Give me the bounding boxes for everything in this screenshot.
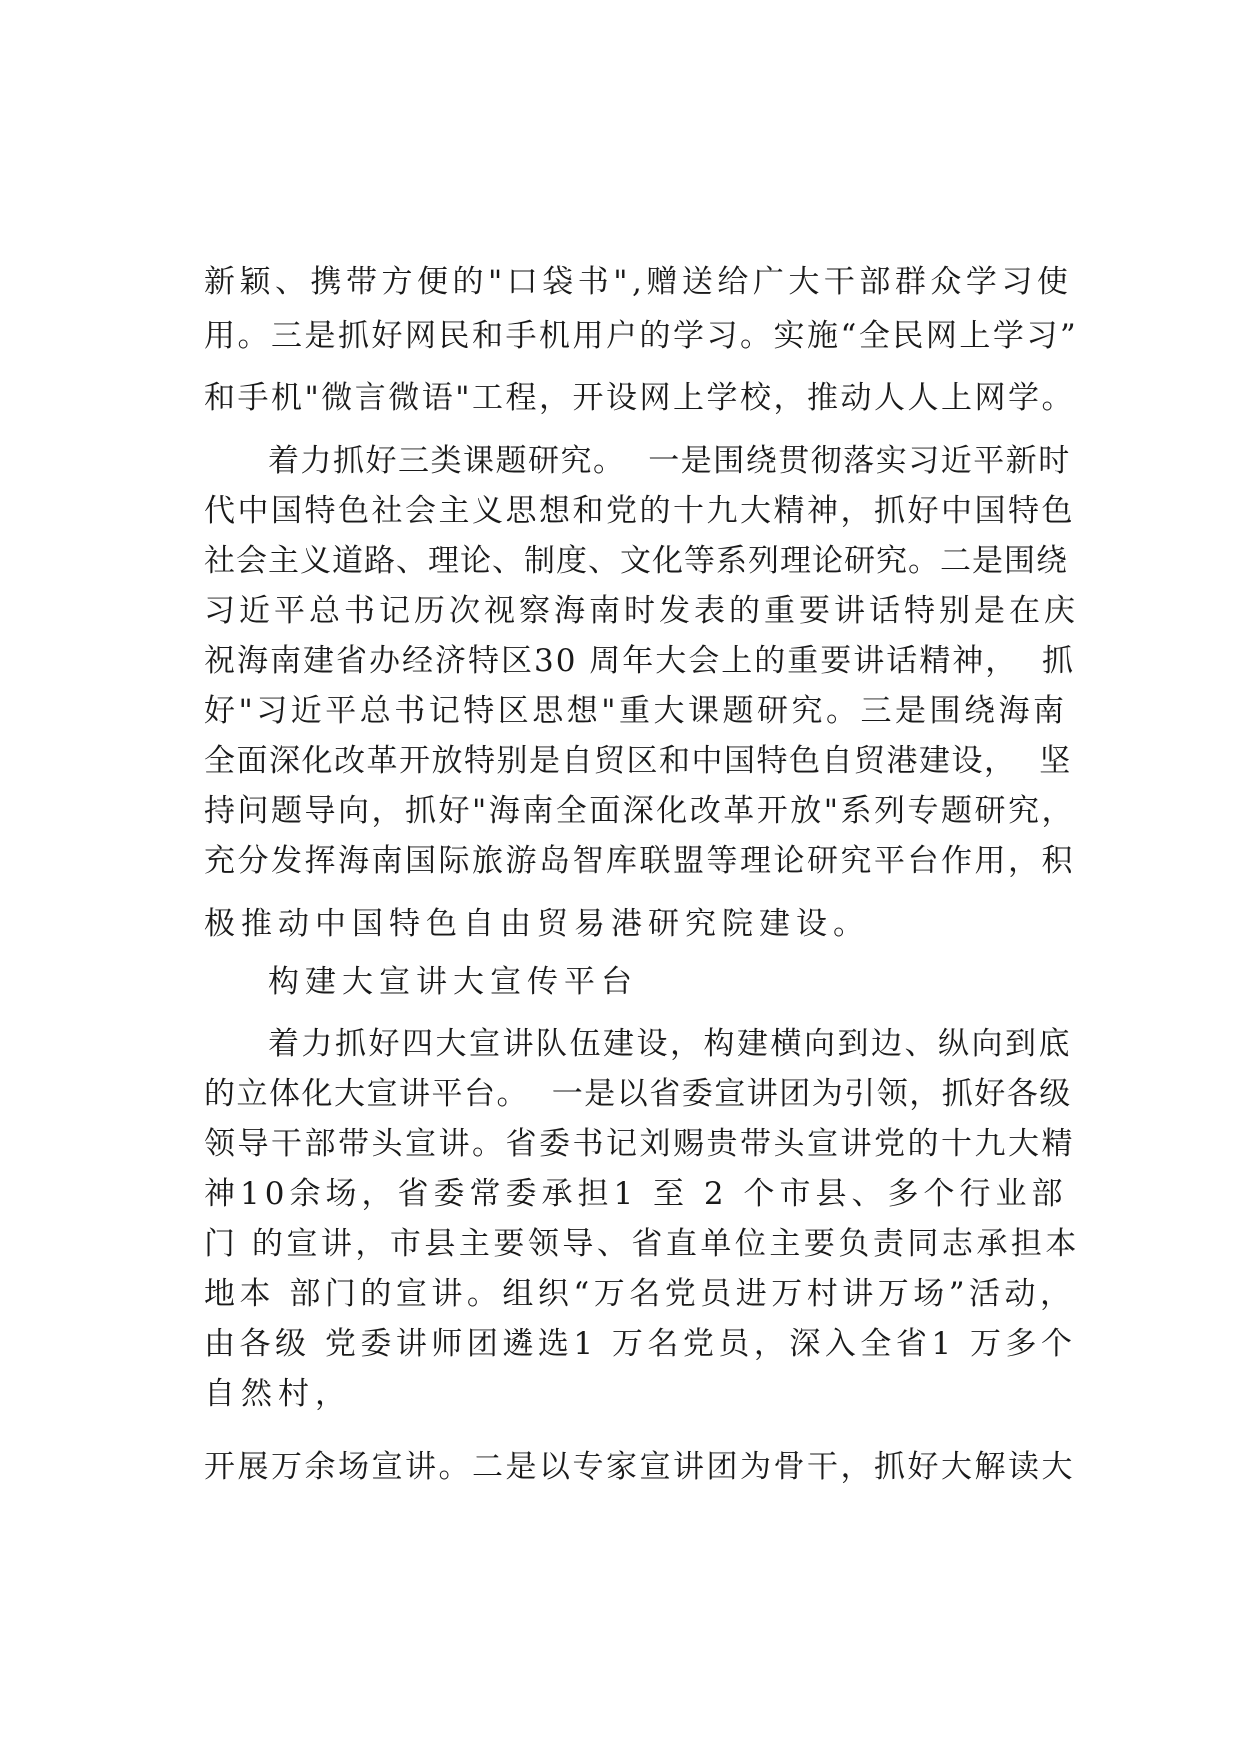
- text-line: 极推动中国特色自由贸易港研究院建设。: [204, 906, 870, 942]
- text-line: 新颖、携带方便的"口袋书",赠送给广大干部群众学习使: [204, 264, 1073, 300]
- text-line: 充分发挥海南国际旅游岛智库联盟等理论研究平台作用，积: [204, 843, 1075, 879]
- text-line: 开展万余场宣讲。二是以专家宣讲团为骨干，抓好大解读大: [204, 1449, 1075, 1485]
- text-line: 社会主义道路、理论、制度、文化等系列理论研究。二是围绕: [204, 543, 1068, 579]
- text-line: 全面深化改革开放特别是自贸区和中国特色自贸港建设， 坚: [204, 743, 1072, 779]
- text-line: 代中国特色社会主义思想和党的十九大精神，抓好中国特色: [204, 493, 1075, 529]
- text-line: 持问题导向，抓好"海南全面深化改革开放"系列专题研究，: [204, 793, 1076, 829]
- paragraph-heading-lecture: 着力抓好四大宣讲队伍建设，构建横向到边、纵向到底: [268, 1026, 1072, 1062]
- text-line: 自然村，: [204, 1376, 352, 1412]
- text-line: 祝海南建省办经济特区30 周年大会上的重要讲话精神， 抓: [204, 643, 1076, 679]
- text-line: 和手机"微言微语"工程，开设网上学校，推动人人上网学。: [204, 380, 1076, 416]
- text-line: 的立体化大宣讲平台。 一是以省委宣讲团为引领，抓好各级: [204, 1076, 1072, 1112]
- text-line: 地本 部门的宣讲。组织“万名党员进万村讲万场”活动，: [204, 1276, 1076, 1312]
- text-line: 领导干部带头宣讲。省委书记刘赐贵带头宣讲党的十九大精: [204, 1126, 1075, 1162]
- text-line: 用。三是抓好网民和手机用户的学习。实施“全民网上学习”: [204, 318, 1079, 354]
- text-line: 门 的宣讲，市县主要领导、省直单位主要负责同志承担本: [204, 1226, 1080, 1262]
- paragraph-heading-research: 着力抓好三类课题研究。 一是围绕贯彻落实习近平新时: [268, 443, 1071, 479]
- text-line: 神10余场，省委常委承担1 至 2 个市县、多个行业部: [204, 1176, 1068, 1212]
- text-line: 好"习近平总书记特区思想"重大课题研究。三是围绕海南: [204, 693, 1068, 729]
- text-line: 由各级 党委讲师团遴选1 万名党员，深入全省1 万多个: [204, 1326, 1077, 1362]
- section-heading: 构建大宣讲大宣传平台: [268, 964, 638, 1000]
- text-line: 习近平总书记历次视察海南时发表的重要讲话特别是在庆: [204, 593, 1079, 629]
